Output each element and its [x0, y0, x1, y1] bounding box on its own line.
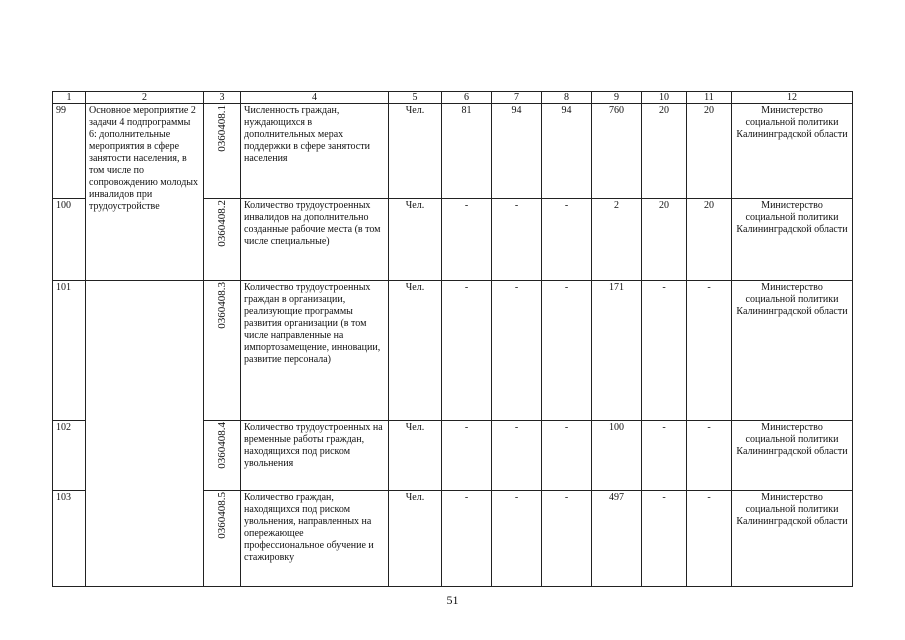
column-number-row [53, 92, 853, 104]
row-number: 101 [53, 281, 86, 421]
column-number: 6 [442, 92, 492, 104]
indicators-table [52, 91, 853, 587]
measure-name: Основное мероприятие 2 задачи 4 подпрограммы 6: дополнительные мероприятия в сфере занятости населения, в том числе по сопровождению молодых инвалидов при трудоустройстве [86, 104, 204, 281]
responsible-org: Министерство социальной политики Калининградской области [732, 199, 853, 281]
column-number: 5 [389, 92, 442, 104]
value-col9: 100 [592, 421, 642, 491]
value-col11: 20 [687, 104, 732, 199]
column-number: 12 [732, 92, 853, 104]
row-number: 103 [53, 491, 86, 587]
value-col7: - [492, 199, 542, 281]
unit: Чел. [389, 281, 442, 421]
value-col9: 497 [592, 491, 642, 587]
value-col10: 20 [642, 199, 687, 281]
value-col7: - [492, 421, 542, 491]
value-col11: 20 [687, 199, 732, 281]
indicator-name: Численность граждан, нуждающихся в дополнительных мерах поддержки в сфере занятости населения [241, 104, 389, 199]
value-col9: 760 [592, 104, 642, 199]
indicator-code: 0360408.2 [204, 199, 241, 281]
column-number: 7 [492, 92, 542, 104]
column-number: 8 [542, 92, 592, 104]
value-col11: - [687, 421, 732, 491]
responsible-org: Министерство социальной политики Калининградской области [732, 104, 853, 199]
value-col8: - [542, 281, 592, 421]
row-number: 99 [53, 104, 86, 199]
value-col8: - [542, 421, 592, 491]
indicator-code: 0360408.3 [204, 281, 241, 421]
unit: Чел. [389, 491, 442, 587]
column-number: 2 [86, 92, 204, 104]
value-col11: - [687, 491, 732, 587]
indicator-code: 0360408.1 [204, 104, 241, 199]
indicator-name: Количество трудоустроенных на временные работы граждан, находящихся под риском увольнения [241, 421, 389, 491]
responsible-org: Министерство социальной политики Калининградской области [732, 491, 853, 587]
value-col10: - [642, 491, 687, 587]
responsible-org: Министерство социальной политики Калининградской области [732, 281, 853, 421]
value-col6: - [442, 281, 492, 421]
value-col6: 81 [442, 104, 492, 199]
column-number: 9 [592, 92, 642, 104]
value-col6: - [442, 491, 492, 587]
value-col6: - [442, 199, 492, 281]
indicator-name: Количество трудоустроенных граждан в организации, реализующие программы развития организации (в том числе направленные на импортозамещение, инновации, развитие персонала) [241, 281, 389, 421]
responsible-org: Министерство социальной политики Калининградской области [732, 421, 853, 491]
value-col9: 171 [592, 281, 642, 421]
column-number: 11 [687, 92, 732, 104]
table-row [53, 104, 853, 199]
indicator-code: 0360408.4 [204, 421, 241, 491]
value-col8: - [542, 491, 592, 587]
value-col7: - [492, 491, 542, 587]
indicator-code: 0360408.5 [204, 491, 241, 587]
value-col8: - [542, 199, 592, 281]
unit: Чел. [389, 421, 442, 491]
value-col9: 2 [592, 199, 642, 281]
value-col7: - [492, 281, 542, 421]
unit: Чел. [389, 199, 442, 281]
value-col10: 20 [642, 104, 687, 199]
row-number: 102 [53, 421, 86, 491]
unit: Чел. [389, 104, 442, 199]
indicator-name: Количество трудоустроенных инвалидов на дополнительно созданные рабочие места (в том числе специальные) [241, 199, 389, 281]
value-col10: - [642, 281, 687, 421]
table-row [53, 281, 853, 421]
value-col8: 94 [542, 104, 592, 199]
value-col6: - [442, 421, 492, 491]
column-number: 1 [53, 92, 86, 104]
indicator-name: Количество граждан, находящихся под риском увольнения, направленных на опережающее профессиональное обучение и стажировку [241, 491, 389, 587]
value-col10: - [642, 421, 687, 491]
measure-name-continued [86, 281, 204, 587]
column-number: 4 [241, 92, 389, 104]
page-number: 51 [446, 593, 459, 607]
column-number: 10 [642, 92, 687, 104]
row-number: 100 [53, 199, 86, 281]
column-number: 3 [204, 92, 241, 104]
value-col11: - [687, 281, 732, 421]
value-col7: 94 [492, 104, 542, 199]
